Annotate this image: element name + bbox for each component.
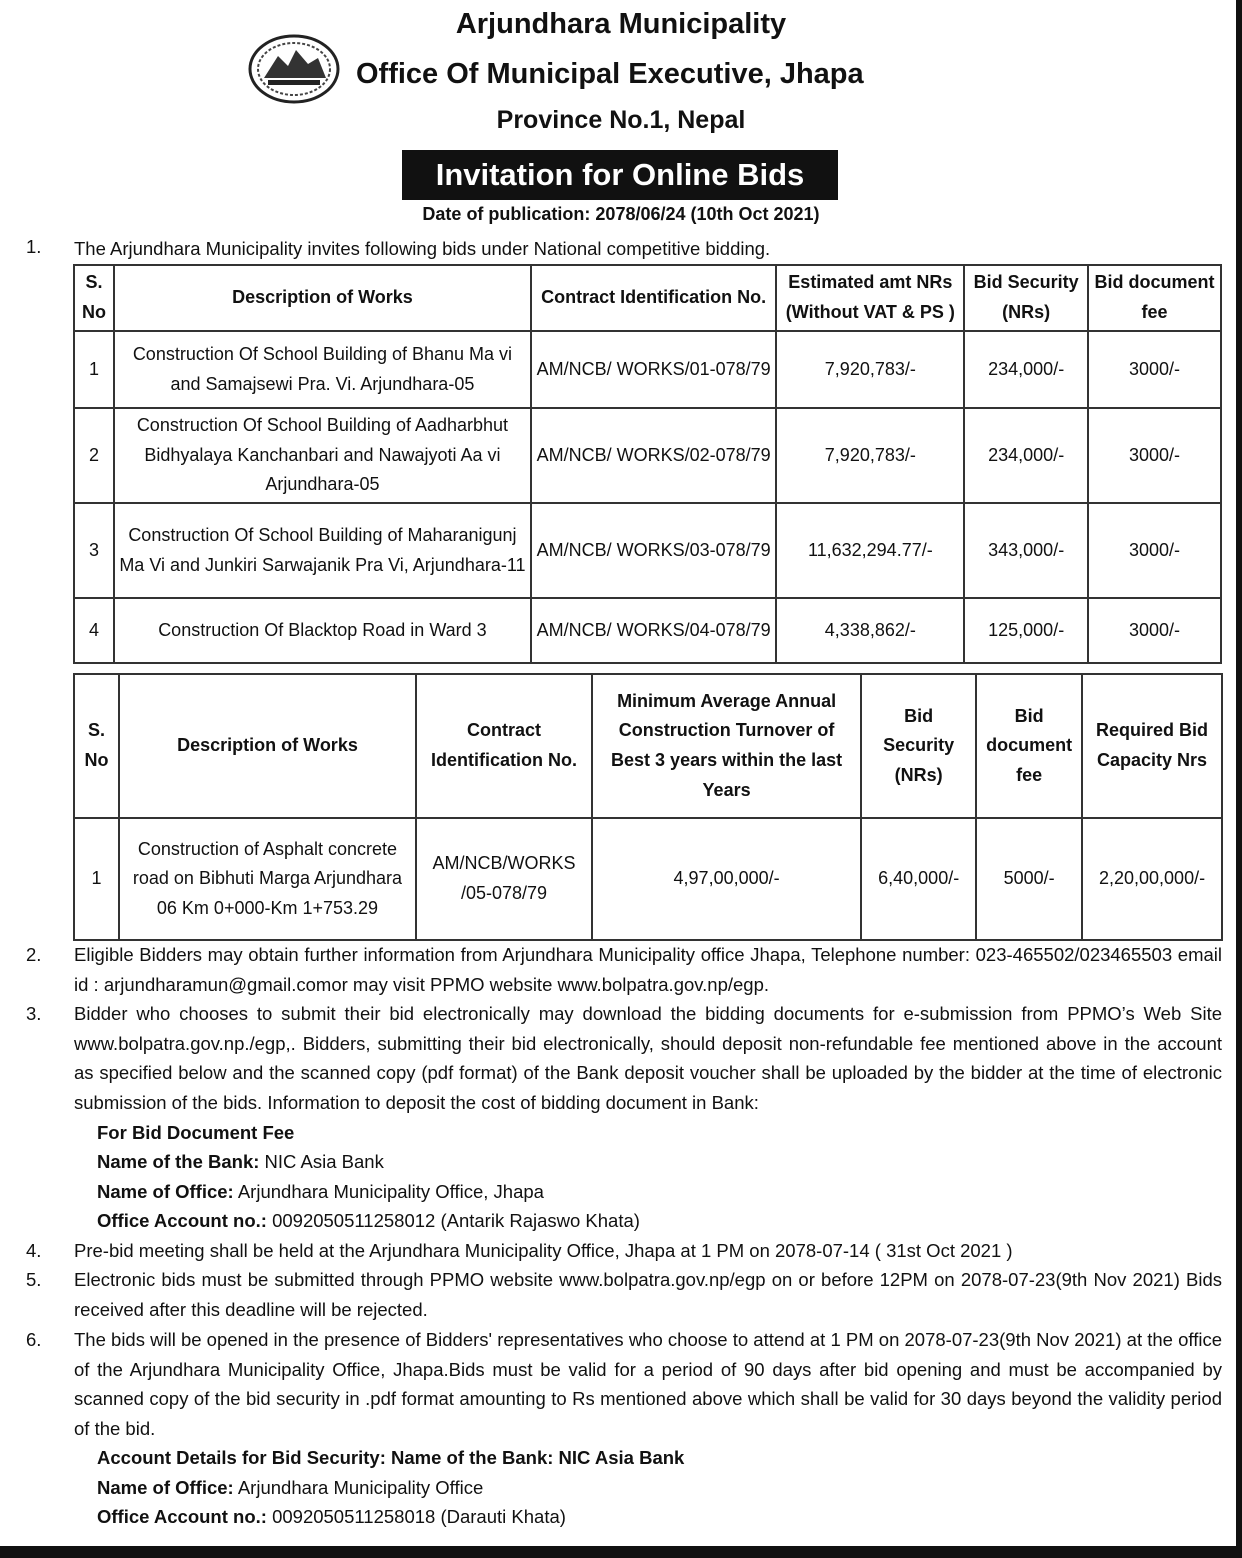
col-bid-security: Bid Security (NRs) (861, 674, 976, 818)
page-border-bottom (0, 1546, 1242, 1558)
fee-bank-value: NIC Asia Bank (259, 1151, 384, 1172)
notice-header (0, 0, 1242, 222)
fee-account-label: Office Account no.: (97, 1210, 267, 1231)
col-sno: S. No (74, 674, 119, 818)
security-office-line (97, 1473, 483, 1503)
table-row (74, 503, 1221, 598)
item-number: 5. (26, 1269, 42, 1290)
cell-estimate: 7,920,783/- (776, 331, 964, 408)
bids-table (73, 264, 1222, 664)
fee-office-value: Arjundhara Municipality Office, Jhapa (233, 1181, 544, 1202)
cell-sno: 2 (74, 408, 114, 503)
cell-contract-id: AM/NCB/ WORKS/04-078/79 (531, 598, 777, 663)
item-text: Electronic bids must be submitted through PPMO website www.bolpatra.gov.np/egp on or before 12PM on 2078-07-23(9th Nov 2021) Bids received after this deadline will be rejected. (74, 1269, 1222, 1320)
cell-description: Construction Of Blacktop Road in Ward 3 (114, 598, 531, 663)
col-bid-capacity: Required Bid Capacity Nrs (1082, 674, 1222, 818)
security-account-label: Office Account no.: (97, 1506, 267, 1527)
item-number: 2. (26, 944, 42, 965)
cell-contract-id: AM/NCB/WORKS /05-078/79 (416, 818, 592, 940)
security-account-title: Account Details for Bid Security: Name of the Bank: NIC Asia Bank (97, 1447, 685, 1468)
fee-account-line (97, 1206, 640, 1236)
table-row (74, 331, 1221, 408)
col-contract-id: Contract Identification No. (531, 265, 777, 331)
cell-document-fee: 3000/- (1088, 598, 1221, 663)
cell-description: Construction Of School Building of Bhanu Ma vi and Samajsewi Pra. Vi. Arjundhara-05 (114, 331, 531, 408)
table-row (74, 598, 1221, 663)
item-text: Eligible Bidders may obtain further information from Arjundhara Municipality office Jhapa, Telephone number: 023-465502/023465503 email id : arjundharamun@gmail.comor may visit PPMO website www.bolpatra.gov.np/egp. (74, 944, 1222, 995)
cell-bid-capacity: 2,20,00,000/- (1082, 818, 1222, 940)
fee-office-line (97, 1177, 544, 1207)
cell-bid-security: 234,000/- (964, 331, 1088, 408)
table-row (74, 408, 1221, 503)
item-text: The Arjundhara Municipality invites following bids under National competitive bidding. (74, 238, 771, 259)
item-text: Bidder who chooses to submit their bid electronically may download the bidding documents for e-submission from PPMO’s Web Site www.bolpatra.gov.np./egp,. Bidders, submitting their bid electronically, should deposit non-refundable fee mentioned above in the account as specified below and the scanned copy (pdf format) of the Bank deposit voucher shall be uploaded by the bidder at the time of electronic submission of the bids. Information to deposit the cost of bidding document in Bank: (74, 1003, 1222, 1113)
cell-contract-id: AM/NCB/ WORKS/03-078/79 (531, 503, 777, 598)
col-description: Description of Works (119, 674, 416, 818)
cell-description: Construction Of School Building of Aadharbhut Bidhyalaya Kanchanbari and Nawajyoti Aa vi Arjundhara-05 (114, 408, 531, 503)
col-estimate: Estimated amt NRs (Without VAT & PS ) (776, 265, 964, 331)
page-border-right (1236, 0, 1242, 1558)
item-text: Pre-bid meeting shall be held at the Arjundhara Municipality Office, Jhapa at 1 PM on 2078-07-14 ( 31st Oct 2021 ) (74, 1240, 1013, 1261)
fee-account-title: For Bid Document Fee (97, 1122, 295, 1143)
cell-turnover: 4,97,00,000/- (592, 818, 861, 940)
fee-office-label: Name of Office: (97, 1181, 234, 1202)
cell-contract-id: AM/NCB/ WORKS/02-078/79 (531, 408, 777, 503)
col-document-fee: Bid document fee (976, 674, 1082, 818)
col-document-fee: Bid document fee (1088, 265, 1221, 331)
item-number: 1. (26, 236, 42, 257)
security-account-line (97, 1502, 566, 1532)
cell-bid-security: 343,000/- (964, 503, 1088, 598)
security-office-value: Arjundhara Municipality Office (233, 1477, 484, 1498)
table-row (74, 818, 1222, 940)
cell-sno: 1 (74, 818, 119, 940)
fee-bank-line (97, 1147, 384, 1177)
notice-title: Invitation for Online Bids (402, 150, 838, 200)
municipality-emblem-icon (248, 34, 340, 104)
security-office-label: Name of Office: (97, 1477, 234, 1498)
cell-bid-security: 125,000/- (964, 598, 1088, 663)
col-contract-id: Contract Identification No. (416, 674, 592, 818)
fee-account-value: 0092050511258012 (Antarik Rajaswo Khata) (266, 1210, 640, 1231)
col-sno: S. No (74, 265, 114, 331)
province-name: Province No.1, Nepal (496, 106, 746, 134)
cell-estimate: 4,338,862/- (776, 598, 964, 663)
cell-sno: 3 (74, 503, 114, 598)
col-bid-security: Bid Security (NRs) (964, 265, 1088, 331)
cell-sno: 1 (74, 331, 114, 408)
item-number: 3. (26, 1003, 42, 1024)
cell-document-fee: 5000/- (976, 818, 1082, 940)
cell-document-fee: 3000/- (1088, 331, 1221, 408)
cell-estimate: 7,920,783/- (776, 408, 964, 503)
municipality-name: Arjundhara Municipality (455, 8, 787, 40)
item-number: 6. (26, 1329, 42, 1350)
table-header-row (74, 265, 1221, 331)
item-text: The bids will be opened in the presence of Bidders' representatives who choose to attend at 1 PM on 2078-07-23(9th Nov 2021) at the office of the Arjundhara Municipality Office, Jhapa.Bids must be valid for a period of 90 days after bid opening and must be accompanied by scanned copy of the bid security in .pdf format amounting to Rs mentioned above which shall be valid for 30 days beyond the validity period of the bid. (74, 1329, 1222, 1439)
table-header-row (74, 674, 1222, 818)
cell-estimate: 11,632,294.77/- (776, 503, 964, 598)
cell-document-fee: 3000/- (1088, 408, 1221, 503)
fee-bank-label: Name of the Bank: (97, 1151, 260, 1172)
cell-contract-id: AM/NCB/ WORKS/01-078/79 (531, 331, 777, 408)
item-number: 4. (26, 1240, 42, 1261)
cell-document-fee: 3000/- (1088, 503, 1221, 598)
cell-description: Construction Of School Building of Maharanigunj Ma Vi and Junkiri Sarwajanik Pra Vi, Arjundhara-11 (114, 503, 531, 598)
col-turnover: Minimum Average Annual Construction Turnover of Best 3 years within the last Years (592, 674, 861, 818)
asphalt-road-bid-table (73, 673, 1223, 941)
cell-sno: 4 (74, 598, 114, 663)
publication-date: Date of publication: 2078/06/24 (10th Oct 2021) (422, 204, 820, 224)
col-description: Description of Works (114, 265, 531, 331)
office-name: Office Of Municipal Executive, Jhapa (356, 58, 864, 90)
security-account-value: 0092050511258018 (Darauti Khata) (266, 1506, 566, 1527)
cell-bid-security: 6,40,000/- (861, 818, 976, 940)
cell-bid-security: 234,000/- (964, 408, 1088, 503)
cell-description: Construction of Asphalt concrete road on Bibhuti Marga Arjundhara 06 Km 0+000-Km 1+753.29 (119, 818, 416, 940)
